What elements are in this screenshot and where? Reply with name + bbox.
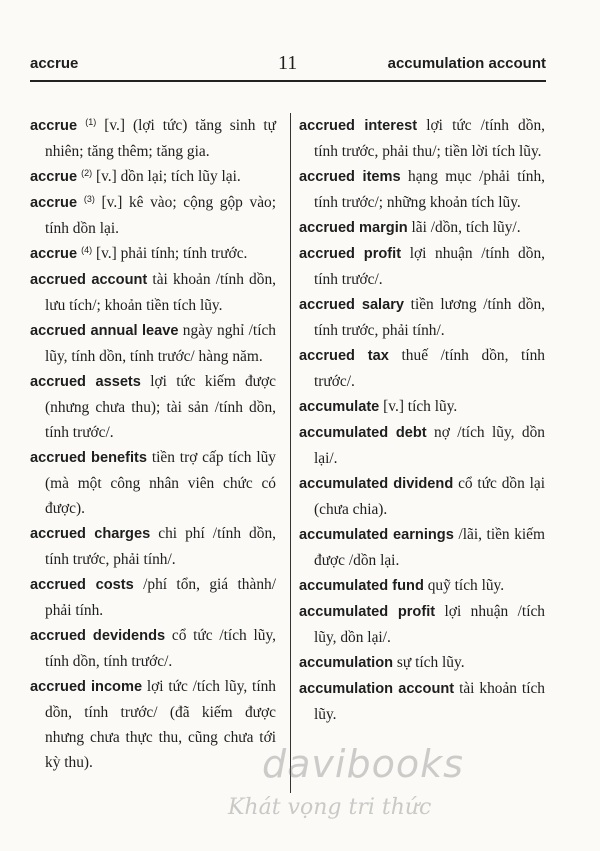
watermark-brand: davibooks bbox=[262, 742, 464, 786]
dictionary-entry bbox=[30, 190, 276, 241]
dictionary-entry bbox=[299, 343, 545, 394]
entry-definition: lợi nhuận /tính dồn, tính trước/. bbox=[314, 245, 545, 288]
entry-definition: sự tích lũy. bbox=[393, 654, 465, 671]
dictionary-entry bbox=[30, 521, 276, 572]
entry-definition: tài khoản tích lũy. bbox=[314, 680, 545, 723]
entry-definition: ngày nghỉ /tích lũy, tính dồn, tính trước/ hàng năm. bbox=[45, 322, 276, 365]
dictionary-entry bbox=[299, 522, 545, 573]
entry-headword: accrued margin bbox=[299, 220, 408, 236]
entry-headword: accumulated dividend bbox=[299, 476, 454, 492]
entry-definition: chi phí /tính dồn, tính trước, phải tính/. bbox=[45, 525, 276, 568]
entry-definition: nợ /tích lũy, dồn lại/. bbox=[314, 424, 545, 467]
entry-definition: lợi nhuận /tích lũy, dồn lại/. bbox=[314, 603, 546, 646]
entry-headword: accrued profit bbox=[299, 246, 402, 262]
entry-definition: tiền trợ cấp tích lũy (mà một công nhân viên chức có được). bbox=[45, 449, 276, 517]
entry-definition: [v.] tích lũy. bbox=[379, 398, 458, 415]
dictionary-entry bbox=[30, 164, 276, 190]
entry-headword: accrued salary bbox=[299, 297, 405, 313]
dictionary-entry bbox=[299, 113, 545, 164]
dictionary-entry bbox=[30, 267, 276, 318]
header-rule bbox=[30, 80, 546, 82]
entry-headword: accumulated debt bbox=[299, 425, 427, 441]
dictionary-entry bbox=[30, 445, 276, 521]
sense-number: (4) bbox=[81, 245, 93, 255]
sense-number: (1) bbox=[85, 117, 97, 127]
entry-headword: accumulated profit bbox=[299, 604, 436, 620]
guide-word-right: accumulation account bbox=[387, 55, 546, 72]
entry-headword: accrued items bbox=[299, 169, 401, 185]
entry-headword: accrued account bbox=[30, 272, 148, 288]
dictionary-entry bbox=[299, 599, 545, 650]
dictionary-entry bbox=[299, 573, 545, 599]
entry-headword: accrue $^{(4)}$ bbox=[30, 245, 93, 262]
dictionary-entry bbox=[30, 572, 276, 623]
entry-definition: [v.] kê vào; cộng gộp vào; tính dồn lại. bbox=[45, 194, 276, 237]
page-header bbox=[30, 52, 546, 78]
dictionary-entry bbox=[30, 623, 276, 674]
dictionary-entry bbox=[299, 164, 545, 215]
dictionary-entry bbox=[30, 674, 276, 775]
entry-headword: accrued interest bbox=[299, 118, 418, 134]
watermark-slogan: Khát vọng tri thức bbox=[228, 795, 432, 820]
dictionary-entry bbox=[299, 292, 545, 343]
entry-definition: /phí tổn, giá thành/ phải tính. bbox=[45, 576, 276, 619]
dictionary-entry bbox=[299, 215, 545, 241]
dictionary-entry bbox=[299, 650, 545, 676]
dictionary-entry bbox=[30, 241, 276, 267]
dictionary-entry bbox=[30, 113, 276, 164]
entry-definition: [v.] phải tính; tính trước. bbox=[92, 245, 248, 262]
left-column bbox=[30, 113, 276, 775]
entry-definition: [v.] dồn lại; tích lũy lại. bbox=[92, 168, 241, 185]
entry-headword: accrued costs bbox=[30, 577, 134, 593]
column-divider bbox=[290, 113, 291, 793]
sense-number: (3) bbox=[83, 194, 95, 204]
entry-headword: accrued assets bbox=[30, 374, 141, 390]
entry-definition: quỹ tích lũy. bbox=[423, 577, 505, 594]
entry-definition: /lãi, tiền kiếm được /dồn lại. bbox=[314, 526, 545, 569]
entry-definition: [v.] (lợi tức) tăng sinh tự nhiên; tăng thêm; tăng gia. bbox=[45, 117, 277, 160]
page-number: 11 bbox=[278, 52, 298, 74]
dictionary-entry bbox=[30, 318, 276, 369]
entry-headword: accumulate bbox=[299, 399, 380, 415]
entry-definition: lợi tức kiếm được (nhưng chưa thu); tài sản /tính dồn, tính trước/. bbox=[45, 373, 276, 441]
entry-headword: accumulation bbox=[299, 655, 394, 671]
entry-headword: accrue $^{(3)}$ bbox=[30, 194, 95, 211]
guide-word-left: accrue bbox=[30, 55, 79, 72]
entry-definition: thuế /tính dồn, tính trước/. bbox=[314, 347, 546, 390]
entry-definition: cổ tức /tích lũy, tính dồn, tính trước/. bbox=[45, 627, 276, 670]
entry-headword: accumulated fund bbox=[299, 578, 424, 594]
entry-headword: accrued benefits bbox=[30, 450, 147, 466]
dictionary-entry bbox=[299, 471, 545, 522]
entry-definition: lợi tức /tính dồn, tính trước, phải thu/; tiền lời tích lũy. bbox=[314, 117, 545, 160]
entry-definition: lợi tức /tích lũy, tính dồn, tính trước/ (đã kiếm được nhưng chưa thực thu, cũng chưa tới kỳ thu). bbox=[45, 678, 276, 771]
entry-definition: cổ tức dồn lại (chưa chia). bbox=[314, 475, 545, 518]
entry-headword: accrue $^{(2)}$ bbox=[30, 168, 93, 185]
dictionary-entry bbox=[299, 676, 545, 727]
entry-definition: tiền lương /tính dồn, tính trước, phải tính/. bbox=[314, 296, 545, 339]
entry-headword: accrued tax bbox=[299, 348, 389, 364]
entry-definition: tài khoản /tính dồn, lưu tích/; khoản tiền tích lũy. bbox=[45, 271, 276, 314]
right-column bbox=[299, 113, 545, 727]
dictionary-entry bbox=[299, 420, 545, 471]
entry-headword: accrued charges bbox=[30, 526, 151, 542]
sense-number: (2) bbox=[81, 168, 93, 178]
entry-definition: hạng mục /phải tính, tính trước/; những khoản tích lũy. bbox=[314, 168, 546, 211]
dictionary-entry bbox=[30, 369, 276, 445]
entry-headword: accrued devidends bbox=[30, 628, 166, 644]
entry-headword: accumulation account bbox=[299, 681, 455, 697]
dictionary-entry bbox=[299, 394, 545, 420]
entry-definition: lãi /dồn, tích lũy/. bbox=[407, 219, 521, 236]
entry-headword: accumulated earnings bbox=[299, 527, 454, 543]
entry-headword: accrued income bbox=[30, 679, 143, 695]
entry-headword: accrue $^{(1)}$ bbox=[30, 117, 97, 134]
dictionary-entry bbox=[299, 241, 545, 292]
entry-headword: accrued annual leave bbox=[30, 323, 179, 339]
